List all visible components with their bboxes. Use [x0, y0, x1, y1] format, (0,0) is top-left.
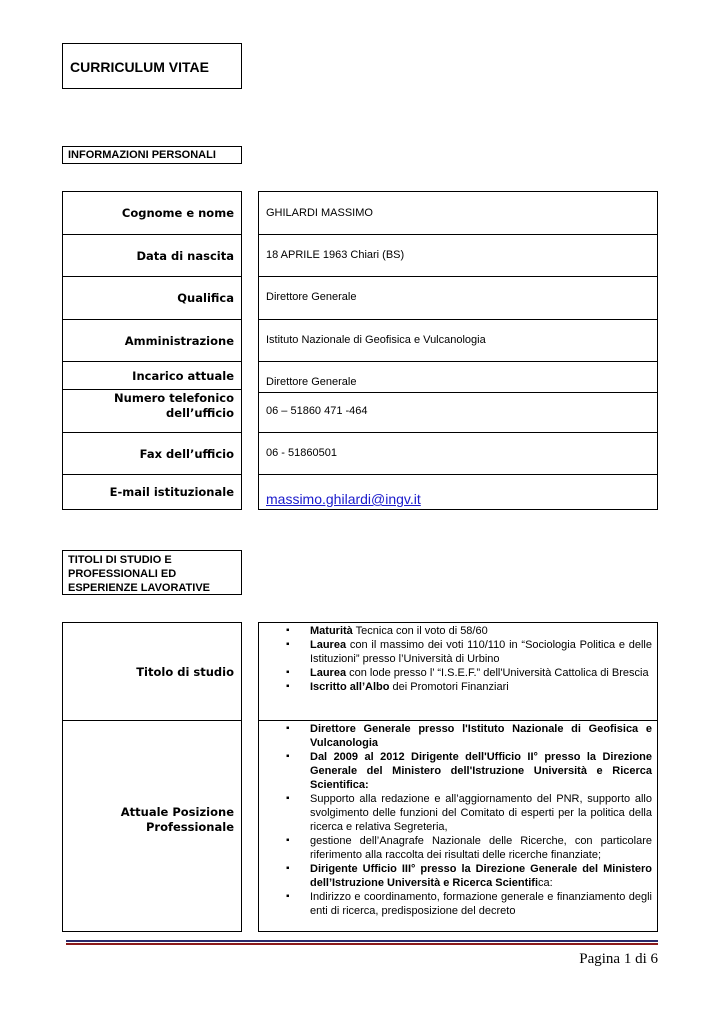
- list-item: ▪ gestione dell’Anagrafe Nazionale delle Ricerche, con particolare riferimento alla raccolta dei risultati delle ricerche finanziate;: [286, 834, 652, 862]
- posizione-list: [286, 722, 652, 918]
- row-divider: [62, 432, 242, 433]
- list-item: ▪ Iscritto all’Albo dei Promotori Finanziari: [286, 680, 652, 694]
- row-divider: [62, 720, 242, 721]
- list-item: ▪ Laurea con il massimo dei voti 110/110 in “Sociologia Politica e delle Istituzioni” presso l’Università di Urbino: [286, 638, 652, 666]
- label-titolo-studio: Titolo di studio: [136, 665, 234, 679]
- label-cognome-nome: Cognome e nome: [121, 206, 234, 220]
- value-qualifica: Direttore Generale: [266, 291, 357, 303]
- row-divider: [62, 361, 242, 362]
- value-telefono: 06 – 51860 471 -464: [266, 405, 368, 417]
- row-divider: [62, 474, 242, 475]
- label-incarico: Incarico attuale: [132, 369, 234, 383]
- row-divider: [62, 389, 242, 390]
- section-personal-info: [62, 146, 242, 164]
- footer-rule-top: [66, 940, 658, 942]
- row-divider: [62, 319, 242, 320]
- list-item: ▪ Direttore Generale presso l'Istituto Nazionale di Geofisica e Vulcanologia: [286, 722, 652, 750]
- label-qualifica: Qualifica: [177, 291, 234, 305]
- email-link[interactable]: massimo.ghilardi@ingv.it: [266, 491, 421, 507]
- cv-title: CURRICULUM VITAE: [70, 59, 209, 75]
- section-titles-title: TITOLI DI STUDIO E PROFESSIONALI ED ESPERIENZE LAVORATIVE: [68, 554, 211, 594]
- titolo-list: [286, 624, 652, 694]
- cv-title-box: [62, 43, 242, 89]
- value-data-nascita: 18 APRILE 1963 Chiari (BS): [266, 249, 405, 261]
- label-telefono: Numero telefonico dell’ufficio: [114, 391, 234, 420]
- list-item: ▪ Indirizzo e coordinamento, formazione generale e finanziamento degli enti di ricerca, predisposizione del decreto: [286, 890, 652, 918]
- list-item: ▪ Supporto alla redazione e all’aggiornamento del PNR, supporto allo svolgimento delle funzioni del Comitato di esperti per la politica della ricerca e relativa Segreteria,: [286, 792, 652, 834]
- value-cognome-nome: GHILARDI MASSIMO: [266, 207, 373, 219]
- value-incarico: Direttore Generale: [266, 376, 357, 388]
- personal-labels-frame: [62, 191, 242, 510]
- footer-rule-bottom: [66, 943, 658, 945]
- value-amministrazione: Istituto Nazionale di Geofisica e Vulcanologia: [266, 334, 486, 346]
- row-divider: [258, 361, 658, 362]
- section-personal-title: INFORMAZIONI PERSONALI: [68, 149, 216, 161]
- page-number: Pagina 1 di 6: [579, 951, 658, 967]
- list-item: ▪ Laurea con lode presso l’ “I.S.E.F.” dell'Università Cattolica di Brescia: [286, 666, 652, 680]
- label-fax: Fax dell’ufficio: [139, 447, 234, 461]
- row-divider: [258, 432, 658, 433]
- row-divider: [62, 276, 242, 277]
- row-divider: [258, 392, 658, 393]
- personal-values-frame: [258, 191, 658, 510]
- label-data-nascita: Data di nascita: [136, 249, 234, 263]
- label-amministrazione: Amministrazione: [124, 334, 234, 348]
- list-item: ▪ Maturità Tecnica con il voto di 58/60: [286, 624, 652, 638]
- row-divider: [258, 720, 658, 721]
- row-divider: [62, 234, 242, 235]
- label-email: E-mail istituzionale: [109, 485, 234, 499]
- row-divider: [258, 319, 658, 320]
- value-fax: 06 - 51860501: [266, 447, 337, 459]
- list-item: ▪ Dal 2009 al 2012 Dirigente dell'Ufficio II° presso la Direzione Generale del Ministero dell'Istruzione Università e Ricerca Scientifica:: [286, 750, 652, 792]
- row-divider: [258, 474, 658, 475]
- row-divider: [258, 234, 658, 235]
- label-posizione: Attuale Posizione Professionale: [120, 805, 234, 834]
- section-titles: [62, 550, 242, 595]
- list-item: ▪ Dirigente Ufficio III° presso la Direzione Generale del Ministero dell’Istruzione Università e Ricerca Scientifica:: [286, 862, 652, 890]
- row-divider: [258, 276, 658, 277]
